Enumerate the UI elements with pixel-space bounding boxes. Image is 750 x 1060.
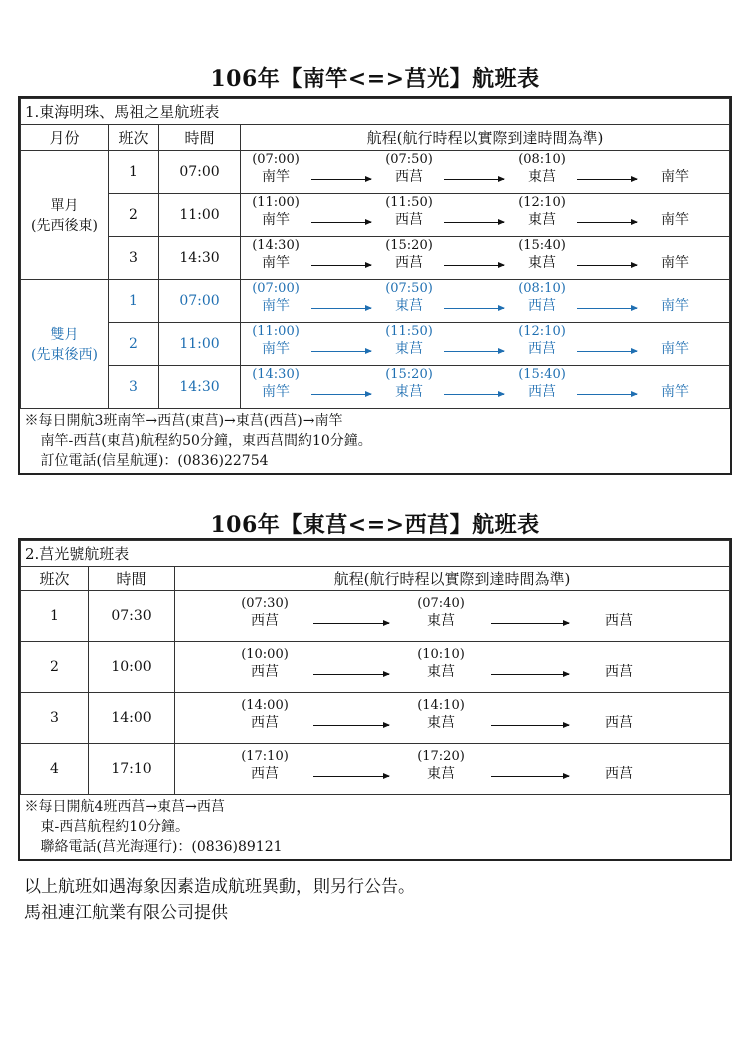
port-name: 東莒 [427,664,455,680]
port-name: 南竿 [661,255,689,271]
note-line: 聯絡電話(莒光海運行)：(0836)89121 [40,839,283,855]
month-group-label [21,280,109,409]
departure-time: (07:00) [252,281,300,296]
header-time: 時間 [159,125,241,151]
arrow-icon [311,351,371,352]
arrow-icon [311,308,371,309]
route-diagram [175,646,729,688]
route-stop [230,749,300,783]
route-stop [374,324,444,358]
port-name: 南竿 [661,169,689,185]
route-stop [640,367,710,401]
month-order: (先西後東) [31,218,98,234]
departure-time-cell: 11:00 [159,323,241,366]
departure-time: (08:10) [518,281,566,296]
route-diagram [241,194,729,236]
port-name: 南竿 [661,298,689,314]
run-number: 2 [21,642,89,693]
departure-time-cell: 14:30 [159,366,241,409]
port-name: 南竿 [262,169,290,185]
port-name: 西莒 [395,169,423,185]
route-stop [640,281,710,315]
departure-time: (07:00) [252,152,300,167]
route-cell [241,280,730,323]
route-stop [241,324,311,358]
port-name: 西莒 [605,766,633,782]
port-name: 南竿 [262,341,290,357]
departure-time-cell: 11:00 [159,194,241,237]
port-name: 南竿 [262,212,290,228]
port-name: 西莒 [605,613,633,629]
departure-time: (11:00) [252,324,300,339]
section-title: 1.東海明珠、馬祖之星航班表 [21,99,730,125]
arrow-icon [491,674,569,675]
run-number: 1 [109,280,159,323]
departure-time-cell: 07:00 [159,151,241,194]
run-number: 1 [109,151,159,194]
departure-time: (17:10) [241,749,289,764]
port-name: 東莒 [528,169,556,185]
route-cell [241,366,730,409]
note-line: ※每日開航4班西莒→東莒→西莒 [24,799,225,815]
departure-time-cell: 14:30 [159,237,241,280]
section-title: 2.莒光號航班表 [21,541,730,567]
port-name: 東莒 [528,255,556,271]
arrow-icon [311,222,371,223]
header-time: 時間 [89,567,175,591]
arrow-icon [444,222,504,223]
route-diagram [175,595,729,637]
route-cell [175,642,730,693]
route-diagram [241,280,729,322]
route-stop [507,152,577,186]
departure-time: (12:10) [518,324,566,339]
note-line: 東-西莒航程約10分鐘。 [40,819,190,835]
departure-time: (10:00) [241,647,289,662]
departure-time: (11:50) [385,195,433,210]
departure-time: (15:40) [518,238,566,253]
arrow-icon [577,265,637,266]
run-number: 2 [109,194,159,237]
port-name: 西莒 [528,298,556,314]
departure-time: (11:00) [252,195,300,210]
note-line: 訂位電話(信星航運)：(0836)22754 [40,453,269,469]
header-run: 班次 [21,567,89,591]
route-stop [241,195,311,229]
arrow-icon [311,265,371,266]
departure-time: (12:10) [518,195,566,210]
departure-time: (14:10) [417,698,465,713]
departure-time: (15:40) [518,367,566,382]
route-stop [241,152,311,186]
route-cell [241,194,730,237]
port-name: 東莒 [427,613,455,629]
port-name: 南竿 [661,212,689,228]
run-number: 1 [21,591,89,642]
route-cell [175,744,730,795]
route-stop [406,596,476,630]
ferry-schedule-table-1 [20,98,730,473]
footer-announcement: 以上航班如遇海象因素造成航班異動，則另行公告。 [24,877,415,897]
table2-title: 106年【東莒<=>西莒】航班表 [210,512,540,538]
route-stop [406,698,476,732]
port-name: 西莒 [605,715,633,731]
ferry-schedule-table-2 [20,540,730,859]
route-stop [241,238,311,272]
departure-time: (15:20) [385,238,433,253]
route-cell [175,591,730,642]
footer [24,874,415,926]
departure-time-cell: 14:00 [89,693,175,744]
port-name: 西莒 [605,664,633,680]
port-name: 西莒 [251,664,279,680]
port-name: 西莒 [395,212,423,228]
route-diagram [241,366,729,408]
route-stop [374,367,444,401]
footer-provider: 馬祖連江航業有限公司提供 [24,903,228,923]
table1-frame [18,96,732,475]
departure-time-cell: 07:30 [89,591,175,642]
arrow-icon [577,308,637,309]
departure-time: (07:30) [241,596,289,611]
arrow-icon [444,265,504,266]
route-diagram [241,151,729,193]
departure-time-cell: 17:10 [89,744,175,795]
arrow-icon [577,394,637,395]
port-name: 東莒 [395,341,423,357]
route-diagram [241,237,729,279]
departure-time: (14:30) [252,238,300,253]
arrow-icon [311,394,371,395]
route-stop [507,195,577,229]
table1-title: 106年【南竿<=>莒光】航班表 [210,66,540,92]
arrow-icon [577,179,637,180]
port-name: 東莒 [395,298,423,314]
port-name: 西莒 [251,613,279,629]
route-stop [230,596,300,630]
month-group-label [21,151,109,280]
departure-time: (08:10) [518,152,566,167]
port-name: 西莒 [251,715,279,731]
arrow-icon [311,179,371,180]
route-stop [507,367,577,401]
header-month: 月份 [21,125,109,151]
arrow-icon [491,623,569,624]
port-name: 東莒 [528,212,556,228]
route-stop [584,647,654,681]
route-stop [406,647,476,681]
arrow-icon [577,351,637,352]
route-stop [374,195,444,229]
departure-time: (14:30) [252,367,300,382]
run-number: 3 [109,237,159,280]
arrow-icon [491,725,569,726]
route-stop [640,195,710,229]
route-stop [406,749,476,783]
departure-time: (07:50) [385,281,433,296]
arrow-icon [313,776,389,777]
route-stop [374,152,444,186]
departure-time: (15:20) [385,367,433,382]
route-stop [507,238,577,272]
route-diagram [241,323,729,365]
departure-time: (11:50) [385,324,433,339]
month-label: 雙月 [50,327,79,343]
arrow-icon [444,179,504,180]
note-line: 南竿-西莒(東莒)航程約50分鐘，東西莒間約10分鐘。 [40,433,372,449]
route-stop [374,238,444,272]
departure-time-cell: 10:00 [89,642,175,693]
route-stop [640,152,710,186]
arrow-icon [444,351,504,352]
run-number: 3 [109,366,159,409]
arrow-icon [491,776,569,777]
route-stop [507,281,577,315]
port-name: 東莒 [395,384,423,400]
port-name: 南竿 [262,255,290,271]
route-stop [584,749,654,783]
route-cell [241,323,730,366]
port-name: 西莒 [528,341,556,357]
month-order: (先東後西) [31,347,98,363]
port-name: 東莒 [427,766,455,782]
port-name: 南竿 [262,298,290,314]
departure-time: (07:50) [385,152,433,167]
arrow-icon [444,308,504,309]
route-stop [584,596,654,630]
port-name: 南竿 [661,384,689,400]
departure-time: (14:00) [241,698,289,713]
port-name: 西莒 [528,384,556,400]
run-number: 3 [21,693,89,744]
route-cell [175,693,730,744]
route-stop [374,281,444,315]
header-route: 航程(航行時程以實際到達時間為準) [241,125,730,151]
departure-time: (10:10) [417,647,465,662]
route-diagram [175,697,729,739]
arrow-icon [313,674,389,675]
run-number: 2 [109,323,159,366]
header-route: 航程(航行時程以實際到達時間為準) [175,567,730,591]
port-name: 東莒 [427,715,455,731]
route-stop [640,324,710,358]
note-line: ※每日開航3班南竿→西莒(東莒)→東莒(西莒)→南竿 [24,413,343,429]
route-stop [584,698,654,732]
run-number: 4 [21,744,89,795]
route-cell [241,151,730,194]
arrow-icon [577,222,637,223]
route-stop [230,647,300,681]
route-stop [241,281,311,315]
departure-time-cell: 07:00 [159,280,241,323]
route-stop [241,367,311,401]
route-cell [241,237,730,280]
header-run: 班次 [109,125,159,151]
table1-notes [21,409,730,474]
table2-frame [18,538,732,861]
departure-time: (07:40) [417,596,465,611]
port-name: 西莒 [251,766,279,782]
arrow-icon [313,623,389,624]
departure-time: (17:20) [417,749,465,764]
port-name: 南竿 [661,341,689,357]
table2-notes [21,795,730,860]
route-stop [230,698,300,732]
route-stop [507,324,577,358]
route-stop [640,238,710,272]
arrow-icon [313,725,389,726]
month-label: 單月 [50,198,79,214]
port-name: 西莒 [395,255,423,271]
route-diagram [175,748,729,790]
port-name: 南竿 [262,384,290,400]
arrow-icon [444,394,504,395]
